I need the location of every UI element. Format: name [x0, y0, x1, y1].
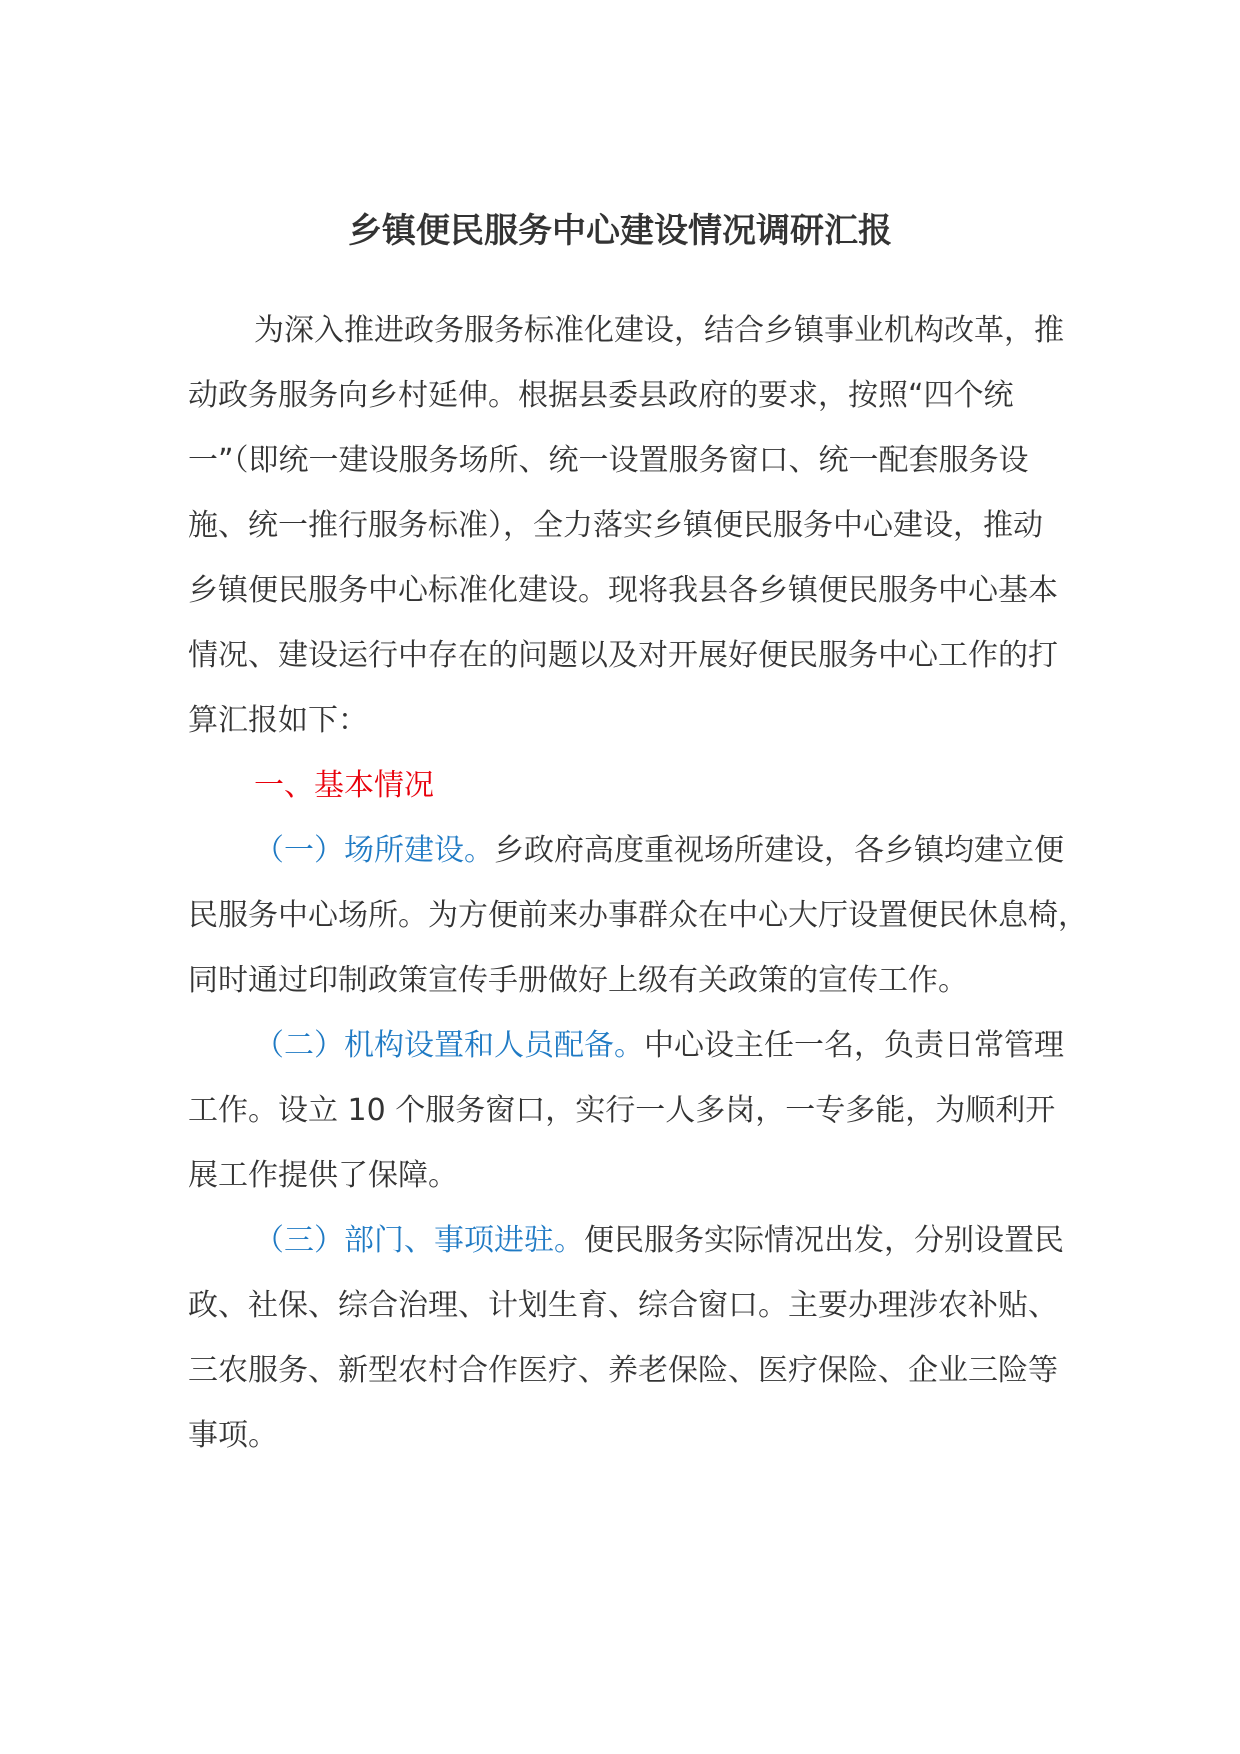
item2-heading: （二）机构设置和人员配备。: [254, 1028, 644, 1063]
item1-line: 民服务中心场所。为方便前来办事群众在中心大厅设置便民休息椅，: [188, 898, 1088, 933]
item3-text: 便民服务实际情况出发，分别设置民: [584, 1223, 1064, 1258]
item1-first-line: [188, 818, 1068, 883]
item3-line: 事项。: [188, 1418, 278, 1453]
item2-text: 中心设主任一名，负责日常管理: [644, 1028, 1064, 1063]
item2-first-line: [188, 1013, 1068, 1078]
item1-text: 乡政府高度重视场所建设，各乡镇均建立便: [494, 833, 1064, 868]
intro-line: 一”（即统一建设服务场所、统一设置服务窗口、统一配套服务设: [188, 443, 1029, 478]
document-body: [188, 298, 1088, 1468]
intro-line: 为深入推进政务服务标准化建设，结合乡镇事业机构改革，推: [254, 313, 1064, 348]
intro-line: 乡镇便民服务中心标准化建设。现将我县各乡镇便民服务中心基本: [188, 573, 1058, 608]
item1-heading: （一）场所建设。: [254, 833, 494, 868]
item3-line: 政、社保、综合治理、计划生育、综合窗口。主要办理涉农补贴、: [188, 1288, 1058, 1323]
item3-first-line: [188, 1208, 1068, 1273]
item3-heading: （三）部门、事项进驻。: [254, 1223, 584, 1258]
intro-line: 算汇报如下：: [188, 703, 368, 738]
intro-line: 情况、建设运行中存在的问题以及对开展好便民服务中心工作的打: [188, 638, 1058, 673]
document-title: 乡镇便民服务中心建设情况调研汇报: [348, 211, 892, 251]
item2-line: 工作。设立 10 个服务窗口，实行一人多岗，一专多能，为顺利开: [188, 1093, 1056, 1128]
intro-line: 动政务服务向乡村延伸。根据县委县政府的要求，按照“四个统: [188, 378, 1014, 413]
item2-line: 展工作提供了保障。: [188, 1158, 458, 1193]
item3-line: 三农服务、新型农村合作医疗、养老保险、医疗保险、企业三险等: [188, 1353, 1058, 1388]
intro-line: 施、统一推行服务标准），全力落实乡镇便民服务中心建设，推动: [188, 508, 1043, 543]
item1-line: 同时通过印制政策宣传手册做好上级有关政策的宣传工作。: [188, 963, 968, 998]
section-heading-basic: 一、基本情况: [254, 768, 434, 803]
